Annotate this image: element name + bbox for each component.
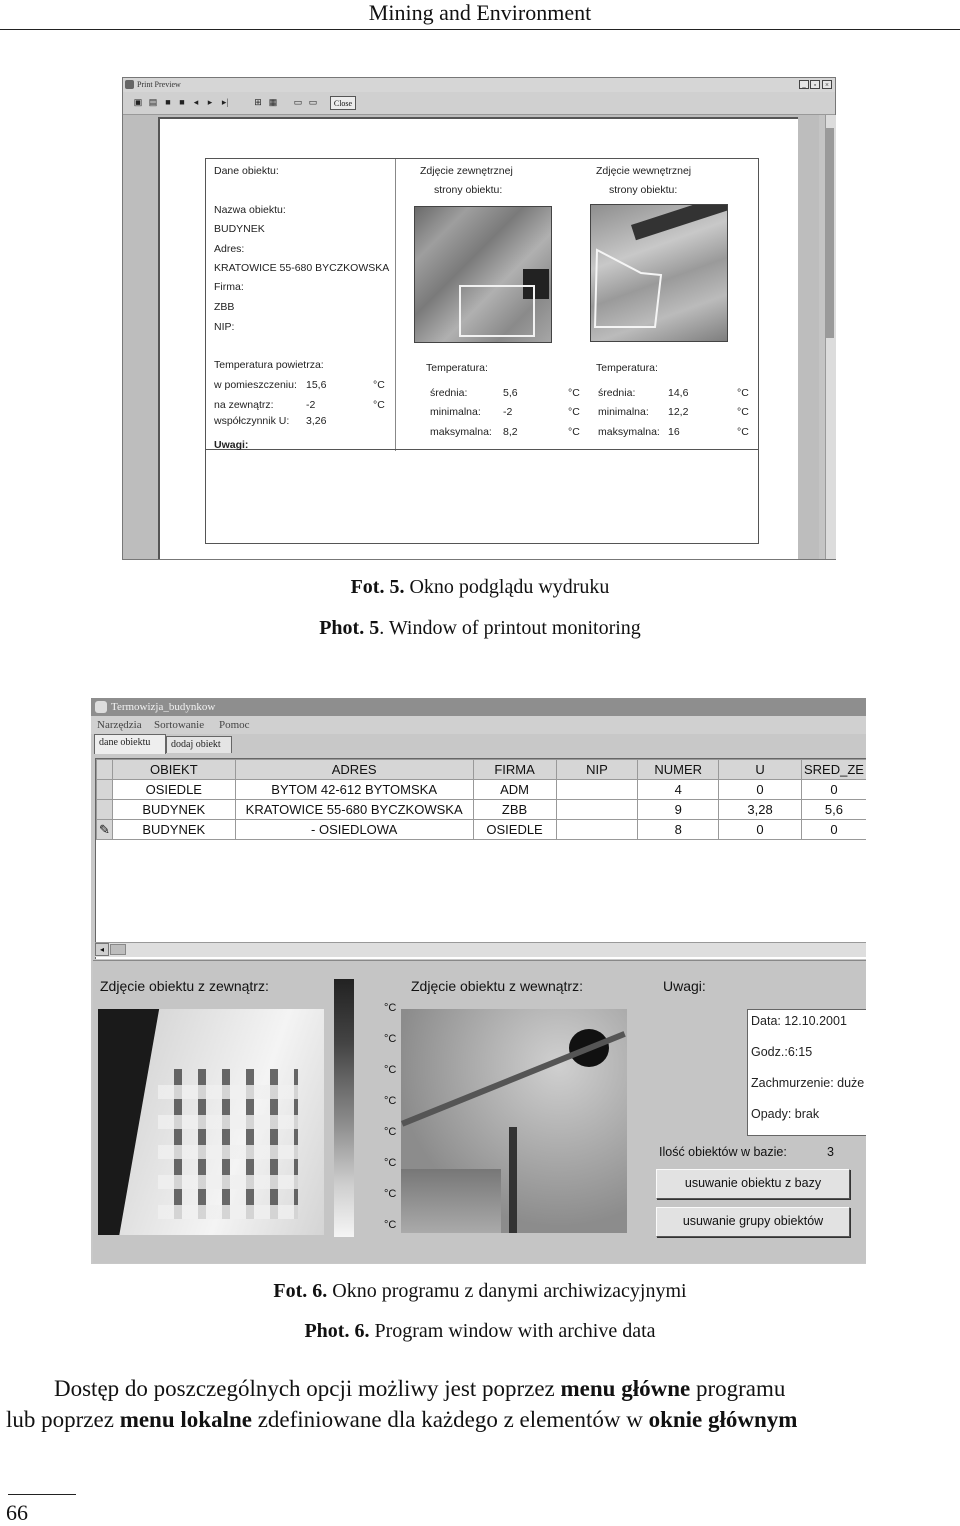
scale-unit: °C <box>384 1157 397 1169</box>
table-cell[interactable]: 0 <box>719 780 802 800</box>
program-titlebar <box>91 698 866 716</box>
note-line: Zachmurzenie: duże <box>751 1076 865 1090</box>
row-indicator[interactable] <box>97 800 113 820</box>
report-form <box>205 158 759 544</box>
figure-6-caption-en <box>0 1320 960 1343</box>
text-run: zdefiniowane dla każdego z elementów w <box>251 1407 649 1432</box>
figure-caption-text: . Window of printout monitoring <box>379 617 641 639</box>
object-count-value: 3 <box>827 1145 834 1159</box>
table-cell[interactable]: OSIEDLE <box>112 780 235 800</box>
copy-icon[interactable]: ▦ <box>268 97 278 107</box>
photo-int-label: Zdjęcie obiektu z wewnątrz: <box>411 978 583 994</box>
body-paragraph-line <box>54 1376 785 1402</box>
running-header: Mining and Environment <box>368 0 592 25</box>
divider <box>395 159 396 451</box>
prev-page-icon[interactable]: ◂ <box>193 97 199 107</box>
figure-label: Fot. 6. <box>273 1280 328 1302</box>
table-cell[interactable]: 0 <box>719 820 802 840</box>
scale-unit: °C <box>384 1095 397 1107</box>
objects-table <box>95 758 866 959</box>
first-page-icon[interactable]: ■ <box>165 97 171 107</box>
main-menu <box>91 716 866 734</box>
column-header[interactable]: ADRES <box>235 760 473 780</box>
note-line: Godz.:6:15 <box>751 1045 813 1059</box>
print-preview-toolbar <box>123 92 835 115</box>
notes-label: Uwagi: <box>214 439 249 451</box>
scale-unit: °C <box>384 1219 397 1231</box>
ext-temp-label: średnia: <box>430 387 468 399</box>
photo-ext-title: strony obiektu: <box>434 184 503 196</box>
table-cell[interactable]: 3,28 <box>719 800 802 820</box>
close-icon[interactable]: × <box>822 80 832 89</box>
table-cell[interactable]: BYTOM 42-612 BYTOMSKA <box>235 780 473 800</box>
table-cell[interactable]: KRATOWICE 55-680 BYCZKOWSKA <box>235 800 473 820</box>
scrollbar-thumb[interactable] <box>826 128 834 338</box>
nip-label: NIP: <box>214 321 235 333</box>
table-row[interactable] <box>97 780 867 800</box>
section-object-heading: Dane obiektu: <box>214 165 279 177</box>
close-preview-button[interactable]: Close <box>330 96 356 110</box>
company-value: ZBB <box>214 301 235 313</box>
header-rule <box>0 29 960 30</box>
footnote-rule <box>8 1494 76 1495</box>
table-cell[interactable] <box>556 800 638 820</box>
text-run: programu <box>690 1376 786 1401</box>
table-cell[interactable]: 0 <box>801 820 866 840</box>
table-header-row <box>97 760 867 780</box>
object-count-label: Ilość obiektów w bazie: <box>659 1145 787 1159</box>
scroll-left-icon[interactable]: ◂ <box>95 943 109 956</box>
scale-unit: °C <box>384 1033 397 1045</box>
current-row-pencil-icon[interactable]: ✎ <box>97 820 113 840</box>
delete-group-button[interactable]: usuwanie grupy obiektów <box>656 1207 850 1237</box>
int-temp-value: 16 <box>668 426 680 438</box>
ext-temp-unit: °C <box>568 406 580 418</box>
save-icon[interactable]: ▭ <box>293 97 303 107</box>
int-temp-unit: °C <box>737 406 749 418</box>
photo-ext-label: Zdjęcie obiektu z zewnątrz: <box>100 978 269 994</box>
table-cell[interactable] <box>556 820 638 840</box>
figure-5-caption-en <box>0 617 960 640</box>
figure-6-caption-pl <box>0 1280 960 1303</box>
print-preview-titlebar <box>123 78 835 92</box>
name-label: Nazwa obiektu: <box>214 204 286 216</box>
table-cell[interactable]: 5,6 <box>801 800 866 820</box>
ext-temp-value: 5,6 <box>503 387 518 399</box>
int-temp-value: 12,2 <box>668 406 689 418</box>
divider <box>206 449 758 450</box>
table-cell[interactable]: BUDYNEK <box>112 800 235 820</box>
stop-icon[interactable]: ■ <box>179 97 185 107</box>
print-setup-icon[interactable]: ▤ <box>148 97 158 107</box>
notes-textarea[interactable] <box>747 1009 866 1136</box>
zoom-icon[interactable]: ⊞ <box>254 97 262 107</box>
print-preview-title: Print Preview <box>137 80 181 89</box>
table-row[interactable] <box>97 800 867 820</box>
scrollbar-thumb[interactable] <box>110 944 126 955</box>
delete-object-button[interactable]: usuwanie obiektu z bazy <box>656 1169 850 1199</box>
last-page-icon[interactable]: ▸| <box>221 97 229 107</box>
int-temp-label: maksymalna: <box>598 426 660 438</box>
air-temp-label: w pomieszczeniu: <box>214 379 297 391</box>
row-indicator[interactable] <box>97 780 113 800</box>
note-line: Data: 12.10.2001 <box>751 1014 847 1028</box>
air-temp-heading: Temperatura powietrza: <box>214 359 324 371</box>
emphasis: menu lokalne <box>119 1407 252 1432</box>
table-cell[interactable]: - OSIEDLOWA <box>235 820 473 840</box>
photo-int-title: strony obiektu: <box>609 184 678 196</box>
air-temp-unit: °C <box>373 399 385 411</box>
int-temp-label: średnia: <box>598 387 636 399</box>
text-run: lub poprzez <box>6 1407 120 1432</box>
ext-temp-unit: °C <box>568 426 580 438</box>
temperature-scale-bar <box>334 979 354 1237</box>
table-cell[interactable]: BUDYNEK <box>112 820 235 840</box>
table-row[interactable] <box>97 820 867 840</box>
ext-temp-label: minimalna: <box>430 406 481 418</box>
row-indicator-header <box>97 760 113 780</box>
app-icon <box>95 701 107 713</box>
figure-caption-text: Program window with archive data <box>369 1320 656 1342</box>
emphasis: oknie głównym <box>648 1407 798 1432</box>
menu-tools[interactable]: Narzędzia <box>97 719 142 731</box>
figure-5-caption-pl <box>0 576 960 599</box>
figure-label: Phot. 6. <box>304 1320 370 1342</box>
ext-temp-unit: °C <box>568 387 580 399</box>
body-paragraph-line <box>6 1407 797 1433</box>
horizontal-scrollbar[interactable] <box>95 942 866 957</box>
ext-temp-label: maksymalna: <box>430 426 492 438</box>
column-header[interactable]: NIP <box>556 760 638 780</box>
u-coefficient-label: współczynnik U: <box>214 415 290 427</box>
tab-add-object[interactable]: dodaj obiekt <box>166 736 232 753</box>
ext-temp-value: 8,2 <box>503 426 518 438</box>
text-run: Dostęp do poszczególnych opcji możliwy jest poprzez <box>54 1376 561 1401</box>
page-number: 66 <box>6 1500 28 1525</box>
scale-unit: °C <box>384 1002 397 1014</box>
emphasis: menu główne <box>560 1376 691 1401</box>
air-temp-value: -2 <box>306 399 316 411</box>
ext-temp-value: -2 <box>503 406 513 418</box>
int-temp-label: minimalna: <box>598 406 649 418</box>
figure-caption-text: Okno podglądu wydruku <box>404 576 610 598</box>
program-window <box>91 698 866 1264</box>
notes-label: Uwagi: <box>663 978 706 994</box>
print-icon[interactable]: ▣ <box>133 97 143 107</box>
interior-thermal-photo <box>590 204 728 342</box>
exterior-thermal-photo <box>414 206 552 343</box>
next-page-icon[interactable]: ▸ <box>207 97 213 107</box>
table-cell[interactable]: ZBB <box>473 800 556 820</box>
restore-icon[interactable]: ▫ <box>810 80 820 89</box>
table-cell[interactable]: 0 <box>801 780 866 800</box>
export-icon[interactable]: ▭ <box>308 97 318 107</box>
u-coefficient-value: 3,26 <box>306 415 327 427</box>
column-header[interactable]: U <box>719 760 802 780</box>
figure-caption-text: Okno programu z danymi archiwizacyjnymi <box>327 1280 687 1302</box>
tab-object-data[interactable]: dane obiektu <box>94 734 166 754</box>
tab-bar <box>91 734 866 754</box>
minimize-icon[interactable]: _ <box>799 80 809 89</box>
int-temp-heading: Temperatura: <box>596 362 658 374</box>
photo-int-title: Zdjęcie wewnętrznej <box>596 165 692 177</box>
air-temp-unit: °C <box>373 379 385 391</box>
note-line: Opady: brak <box>751 1107 820 1121</box>
column-header[interactable]: FIRMA <box>473 760 556 780</box>
interior-thermal-photo <box>401 1009 627 1233</box>
int-temp-value: 14,6 <box>668 387 689 399</box>
table-cell[interactable]: OSIEDLE <box>473 820 556 840</box>
column-header[interactable]: OBIEKT <box>112 760 235 780</box>
app-icon <box>125 80 134 89</box>
scale-unit: °C <box>384 1188 397 1200</box>
program-title: Termowizja_budynkow <box>111 701 216 713</box>
int-temp-unit: °C <box>737 426 749 438</box>
figure-label: Phot. 5 <box>319 617 380 639</box>
table-cell[interactable]: 9 <box>638 800 719 820</box>
table-cell[interactable]: ADM <box>473 780 556 800</box>
scale-unit: °C <box>384 1126 397 1138</box>
figure-label: Fot. 5. <box>350 576 405 598</box>
company-label: Firma: <box>214 281 244 293</box>
address-value: KRATOWICE 55-680 BYCZKOWSKA <box>214 262 390 274</box>
air-temp-label: na zewnątrz: <box>214 399 274 411</box>
name-value: BUDYNEK <box>214 223 265 235</box>
scale-unit: °C <box>384 1064 397 1076</box>
exterior-thermal-photo <box>98 1009 324 1235</box>
int-temp-unit: °C <box>737 387 749 399</box>
table-cell[interactable]: 8 <box>638 820 719 840</box>
table-cell[interactable] <box>556 780 638 800</box>
menu-help[interactable]: Pomoc <box>219 719 250 731</box>
air-temp-value: 15,6 <box>306 379 327 391</box>
table-cell[interactable]: 4 <box>638 780 719 800</box>
address-label: Adres: <box>214 243 245 255</box>
ext-temp-heading: Temperatura: <box>426 362 488 374</box>
column-header[interactable]: NUMER <box>638 760 719 780</box>
menu-sorting[interactable]: Sortowanie <box>154 719 205 731</box>
column-header[interactable]: SRED_ZE <box>801 760 866 780</box>
photo-ext-title: Zdjęcie zewnętrznej <box>420 165 513 177</box>
